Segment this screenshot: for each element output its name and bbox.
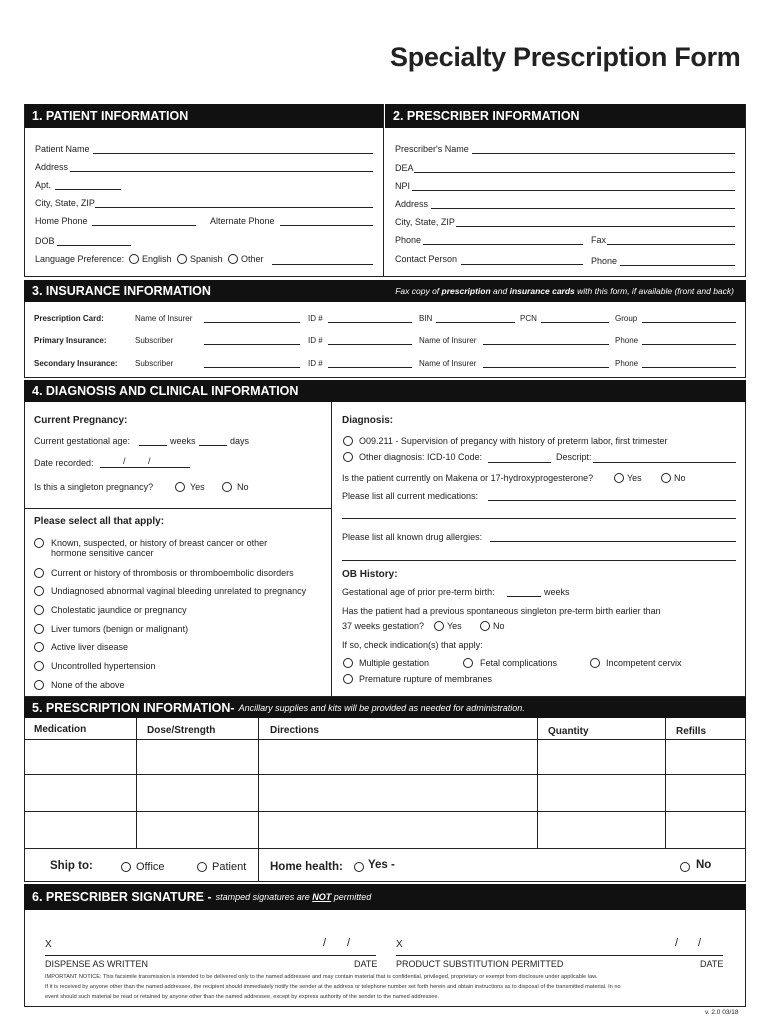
lang-english-label: English: [142, 254, 172, 264]
dob-label: DOB: [35, 236, 55, 246]
makena-no-label: No: [674, 473, 686, 483]
substitution-date-slash-1: /: [675, 937, 679, 949]
substitution-date-label: DATE: [700, 959, 724, 969]
diagnosis-left-split: [24, 508, 331, 509]
diagnosis-header: 4. DIAGNOSIS AND CLINICAL INFORMATION: [24, 380, 746, 402]
prev-birth-yes-radio[interactable]: [434, 621, 444, 631]
condition-radio-8[interactable]: [34, 680, 44, 690]
version-label: v. 2.0 03/18: [705, 1009, 739, 1016]
prescriber-fax-label: Fax: [591, 235, 607, 245]
prescriber-city-field[interactable]: [456, 226, 735, 227]
notice-line-3: event should such material be read or retained by anyone other than the named addressee, except by express authority of the sender to the named addressee.: [45, 994, 439, 1000]
ind-fetal-label: Fetal complications: [480, 658, 558, 668]
rx-card-id-field[interactable]: [328, 322, 412, 323]
substitution-label: PRODUCT SUBSTITUTION PERMITTED: [396, 959, 564, 969]
date-recorded-slash-2: /: [148, 456, 151, 466]
condition-label-7: Uncontrolled hypertension: [51, 661, 156, 671]
prescriber-address-field[interactable]: [431, 208, 735, 209]
col-divider-2: [258, 718, 259, 848]
descript-field[interactable]: [593, 462, 736, 463]
patient-address-field[interactable]: [70, 171, 373, 172]
language-label: Language Preference:: [35, 254, 125, 264]
prescription-table: [24, 718, 746, 882]
patient-city-label: City, State, ZIP: [35, 198, 95, 208]
ind-multiple-radio[interactable]: [343, 658, 353, 668]
condition-label-6: Active liver disease: [51, 642, 129, 652]
ind-cervix-label: Incompetent cervix: [606, 658, 682, 668]
condition-radio-2[interactable]: [34, 568, 44, 578]
section-1-2-divider: [383, 104, 384, 277]
diagnosis-divider: [331, 402, 332, 697]
rx-card-insurer-field[interactable]: [204, 322, 300, 323]
indication-label: If so, check indication(s) that apply:: [342, 640, 483, 650]
lang-spanish-label: Spanish: [190, 254, 223, 264]
secondary-id-field[interactable]: [328, 367, 412, 368]
col-refills: Refills: [676, 726, 707, 737]
secondary-insurer-label: Name of Insurer: [419, 359, 477, 368]
primary-subscriber-label: Subscriber: [135, 336, 174, 345]
prev-birth-yes-label: Yes: [447, 621, 462, 631]
insurance-info-header: 3. INSURANCE INFORMATION Fax copy of prescription and insurance cards with this form, if available (front and back): [24, 280, 746, 302]
makena-label: Is the patient currently on Makena or 17-hydroxyprogesterone?: [342, 473, 594, 483]
home-phone-field[interactable]: [92, 225, 196, 226]
npi-label: NPI: [395, 181, 411, 191]
date-recorded-slash-1: /: [123, 456, 126, 466]
secondary-subscriber-label: Subscriber: [135, 359, 174, 368]
condition-label-2: Current or history of thrombosis or thromboembolic disorders: [51, 568, 294, 578]
ind-cervix-radio[interactable]: [590, 658, 600, 668]
primary-insurance-label: Primary Insurance:: [34, 336, 107, 345]
substitution-date-slash-2: /: [698, 937, 702, 949]
rx-card-group-field[interactable]: [642, 322, 736, 323]
condition-label-4: Cholestatic jaundice or pregnancy: [51, 605, 187, 615]
singleton-yes-radio[interactable]: [175, 482, 185, 492]
primary-id-field[interactable]: [328, 344, 412, 345]
condition-label-8: None of the above: [51, 680, 125, 690]
singleton-no-label: No: [237, 482, 249, 492]
rx-row-line-1: [24, 739, 746, 740]
primary-insurer-label: Name of Insurer: [419, 336, 477, 345]
condition-label-3: Undiagnosed abnormal vaginal bleeding unrelated to pregnancy: [51, 586, 307, 596]
dispense-x: X: [45, 939, 52, 950]
rx-card-bin-label: BIN: [419, 314, 433, 323]
condition-radio-4[interactable]: [34, 605, 44, 615]
patient-address-label: Address: [35, 162, 69, 172]
prescriber-name-field[interactable]: [472, 153, 735, 154]
gest-weeks-field[interactable]: [139, 445, 167, 446]
gest-days-label: days: [230, 436, 250, 446]
patient-apt-label: Apt.: [35, 180, 52, 190]
dea-field[interactable]: [414, 172, 735, 173]
condition-radio-5[interactable]: [34, 624, 44, 634]
contact-person-label: Contact Person: [395, 254, 458, 264]
patient-city-field[interactable]: [95, 207, 373, 208]
primary-insurer-field[interactable]: [483, 344, 609, 345]
prescriber-phone-field[interactable]: [423, 244, 583, 245]
prescriber-name-label: Prescriber's Name: [395, 144, 469, 154]
date-recorded-label: Date recorded:: [34, 458, 94, 468]
dispense-label: DISPENSE AS WRITTEN: [45, 959, 149, 969]
gest-weeks-label: weeks: [170, 436, 196, 446]
prescriber-fax-field[interactable]: [607, 244, 735, 245]
condition-radio-1[interactable]: [34, 538, 44, 548]
dx-option-1-radio[interactable]: [343, 436, 353, 446]
dx-option-2-radio[interactable]: [343, 452, 353, 462]
prescriber-address-label: Address: [395, 199, 429, 209]
ship-patient-radio[interactable]: [197, 862, 207, 872]
condition-radio-7[interactable]: [34, 661, 44, 671]
ind-membranes-label: Premature rupture of membranes: [359, 674, 493, 684]
home-phone-label: Home Phone: [35, 216, 88, 226]
secondary-insurance-label: Secondary Insurance:: [34, 359, 118, 368]
secondary-insurer-field[interactable]: [483, 367, 609, 368]
rx-card-group-label: Group: [615, 314, 638, 323]
descript-label: Descript:: [556, 452, 592, 462]
patient-name-field[interactable]: [93, 153, 373, 154]
ind-multiple-label: Multiple gestation: [359, 658, 430, 668]
prev-birth-label: Has the patient had a previous spontaneous singleton pre-term birth earlier than: [342, 606, 661, 616]
ind-membranes-radio[interactable]: [343, 674, 353, 684]
lang-spanish-radio[interactable]: [177, 254, 187, 264]
makena-yes-label: Yes: [627, 473, 642, 483]
rx-card-id-label: ID #: [308, 314, 323, 323]
medications-label: Please list all current medications:: [342, 491, 479, 501]
ob-history-label: OB History:: [342, 569, 398, 580]
prior-preterm-field[interactable]: [507, 596, 541, 597]
dob-field[interactable]: [57, 245, 131, 246]
select-all-label: Please select all that apply:: [34, 516, 165, 527]
current-pregnancy-label: Current Pregnancy:: [34, 415, 128, 426]
patient-info-header: 1. PATIENT INFORMATION: [24, 104, 383, 128]
ind-fetal-radio[interactable]: [463, 658, 473, 668]
condition-label-5: Liver tumors (benign or malignant): [51, 624, 189, 634]
lang-english-radio[interactable]: [129, 254, 139, 264]
icd10-code-field[interactable]: [488, 462, 551, 463]
date-recorded-field[interactable]: [100, 467, 190, 468]
prev-birth-label-cont: 37 weeks gestation?: [342, 621, 425, 631]
home-health-label: Home health:: [270, 861, 343, 873]
singleton-no-radio[interactable]: [222, 482, 232, 492]
col-divider-3: [537, 718, 538, 848]
rx-card-insurer-label: Name of Insurer: [135, 314, 193, 323]
prescriber-phone-label: Phone: [395, 235, 422, 245]
substitution-x: X: [396, 939, 403, 950]
rx-row-line-4: [24, 848, 746, 849]
lang-other-label: Other: [241, 254, 264, 264]
dispense-date-slash-1: /: [323, 937, 327, 949]
prescription-header: 5. PRESCRIPTION INFORMATION- Ancillary supplies and kits will be provided as needed for administration.: [24, 697, 746, 718]
rx-row-line-3: [24, 811, 746, 812]
substitution-signature-line[interactable]: [396, 955, 723, 956]
primary-phone-label: Phone: [615, 336, 639, 345]
home-health-no-radio[interactable]: [680, 862, 690, 872]
condition-label-1: Known, suspected, or history of breast cancer or other: [51, 538, 268, 548]
ship-office-radio[interactable]: [121, 862, 131, 872]
primary-phone-field[interactable]: [642, 344, 736, 345]
notice-line-2: If it is received by anyone other than the named addressee, the recipient should immediately notify the sender at the address or telephone number set forth herein and obtain instructions as to disposal of the transmitted material. In no: [45, 984, 621, 990]
contact-phone-field[interactable]: [620, 265, 735, 266]
col-medication: Medication: [34, 724, 87, 735]
prescriber-info-header: 2. PRESCRIBER INFORMATION: [385, 104, 746, 128]
dea-label: DEA: [395, 163, 414, 173]
ship-divider: [258, 848, 259, 882]
gest-age-label: Current gestational age:: [34, 436, 131, 446]
allergies-label: Please list all known drug allergies:: [342, 532, 483, 542]
contact-phone-label: Phone: [591, 256, 618, 266]
prescriber-city-label: City, State, ZIP: [395, 217, 455, 227]
col-directions: Directions: [270, 725, 319, 736]
condition-label-1-cont: hormone sensitive cancer: [51, 548, 154, 558]
ship-patient-label: Patient: [212, 861, 247, 873]
ship-office-label: Office: [136, 861, 165, 873]
rx-row-line-2: [24, 774, 746, 775]
allergies-field-2[interactable]: [342, 560, 736, 561]
makena-yes-radio[interactable]: [614, 473, 624, 483]
dispense-signature-line[interactable]: [45, 955, 376, 956]
ship-to-label: Ship to:: [50, 860, 93, 872]
signature-header: 6. PRESCRIBER SIGNATURE - stamped signatures are NOT permitted: [24, 884, 746, 910]
secondary-phone-label: Phone: [615, 359, 639, 368]
diagnosis-label: Diagnosis:: [342, 415, 394, 426]
secondary-id-label: ID #: [308, 359, 323, 368]
fax-note: Fax copy of prescription and insurance cards with this form, if available (front and back): [395, 286, 734, 296]
contact-person-field[interactable]: [461, 264, 583, 265]
col-dose: Dose/Strength: [147, 725, 216, 736]
prev-birth-no-label: No: [493, 621, 505, 631]
rx-card-pcn-field[interactable]: [541, 322, 609, 323]
home-health-no-label: No: [696, 859, 712, 871]
secondary-phone-field[interactable]: [642, 367, 736, 368]
lang-other-field[interactable]: [272, 264, 373, 265]
prior-preterm-weeks: weeks: [544, 587, 570, 597]
alt-phone-label: Alternate Phone: [210, 216, 275, 226]
form-title: Specialty Prescription Form: [390, 42, 741, 72]
dx-option-2-label: Other diagnosis: ICD-10 Code:: [359, 452, 483, 462]
rx-card-pcn-label: PCN: [520, 314, 537, 323]
makena-no-radio[interactable]: [661, 473, 671, 483]
rx-card-bin-field[interactable]: [436, 322, 515, 323]
dispense-date-slash-2: /: [347, 937, 351, 949]
gest-days-field[interactable]: [199, 445, 227, 446]
col-divider-4: [665, 718, 666, 848]
medications-field[interactable]: [488, 500, 736, 501]
singleton-yes-label: Yes: [190, 482, 205, 492]
condition-radio-6[interactable]: [34, 642, 44, 652]
home-health-yes-radio[interactable]: [354, 862, 364, 872]
primary-id-label: ID #: [308, 336, 323, 345]
col-quantity: Quantity: [548, 726, 589, 737]
primary-subscriber-field[interactable]: [204, 344, 300, 345]
alt-phone-field[interactable]: [280, 225, 373, 226]
col-divider-1: [136, 718, 137, 848]
rx-card-label: Prescription Card:: [34, 314, 104, 323]
prev-birth-no-radio[interactable]: [480, 621, 490, 631]
home-health-yes-label: Yes -: [368, 859, 395, 871]
allergies-field[interactable]: [490, 541, 736, 542]
secondary-subscriber-field[interactable]: [204, 367, 300, 368]
condition-radio-3[interactable]: [34, 586, 44, 596]
patient-name-label: Patient Name: [35, 144, 90, 154]
notice-line-1: IMPORTANT NOTICE: This facsimile transmission is intended to be delivered only to the named addressee and may contain material that is confidential, privileged, proprietary or exempt from disclosure under applicable law.: [45, 974, 598, 980]
singleton-label: Is this a singleton pregnancy?: [34, 482, 154, 492]
medications-field-2[interactable]: [342, 518, 736, 519]
patient-apt-field[interactable]: [55, 189, 121, 190]
prior-preterm-label: Gestational age of prior pre-term birth:: [342, 587, 495, 597]
dx-option-1-label: O09.211 - Supervision of pregancy with history of preterm labor, first trimester: [359, 436, 668, 446]
dispense-date-label: DATE: [354, 959, 378, 969]
npi-field[interactable]: [412, 190, 735, 191]
lang-other-radio[interactable]: [228, 254, 238, 264]
